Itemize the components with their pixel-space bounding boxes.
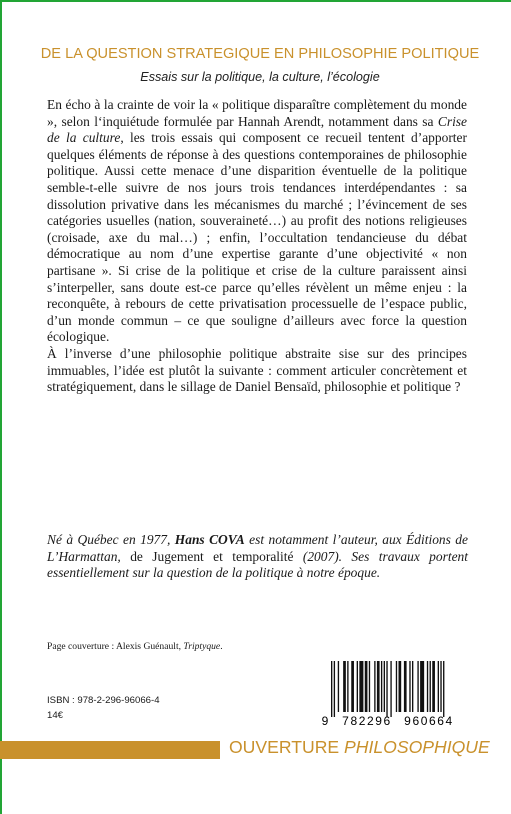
barcode-digit-first: 9 [321,714,329,728]
barcode-bar [440,661,441,712]
frame-top-border [0,0,511,2]
collection-word-2: PHILOSOPHIQUE [344,737,490,757]
cover-credit-label: Page couverture : Alexis Guénault, [47,641,184,652]
author-bio-text: (2007). Ses travaux portent essentiellement sur la question de la politique à notre époque. [47,548,468,581]
barcode-bar [430,661,431,712]
collection-word-1: OUVERTURE [229,737,345,757]
price: 14€ [47,710,64,721]
barcode-bar [409,661,410,712]
barcode-bar [417,661,418,712]
barcode-bar [377,661,380,712]
barcode-bar [359,661,363,712]
barcode-bar [338,661,339,712]
back-cover-summary [47,97,467,396]
summary-text: En écho à la crainte de voir la « politique disparaître complètement du monde », selon l‘inquiétude formulée par Hannah Arendt, notamment dans sa [47,97,467,129]
barcode-bar [404,661,407,712]
barcode-bar [432,661,435,712]
author-name: Hans COVA [174,532,245,547]
author-bio-text: de [130,548,153,564]
barcode-bar [384,661,385,712]
barcode-bar [343,661,346,712]
barcode-digits-right: 960664 [404,714,454,728]
barcode-bar [351,661,354,712]
author-bio-text: est notamment l’auteur, aux Éditions de L’Harmattan, [47,532,468,564]
barcode-digits-left: 782296 [342,714,392,728]
barcode-bar [357,661,358,712]
barcode-bar [365,661,368,712]
barcode-bar [386,661,387,717]
barcode-bar [347,661,348,712]
barcode-bar [438,661,439,712]
cover-artwork-title: Triptyque [183,641,221,652]
barcode-bar [331,661,332,717]
barcode-bar [412,661,413,712]
cited-work-title: Crise de la culture [47,113,467,146]
cover-credit-end: . [220,641,223,652]
collection-band [0,741,220,759]
summary-text: , les trois essais qui composent ce recueil tentent d’apporter quelques éléments de réponse à des questions contemporaines de philosophie politique. Aussi cette menace d’une disparition éventuelle de la politique semble-t-elle suivre de nos jours trois tendances interdépendantes : sa dissolution privative dans les mécanismes du marché ; l’évincement de ses catégories usuelles (nation, souveraineté…) au profit des notions religieuses (croisade, axe du mal…) ; enfin, l’occultation tendancieuse du débat démocratique au nom d’une expertise garante d’une objectivité « non partisane ». Si crise de la politique et crise de la culture paraissent ainsi s’interpeller, sans doute est-ce parce qu’elles révèlent un même enjeu : la reconquête, à rebours de cette privatisation processuelle de l’espace public, d’un monde commun – ce que souligne d’ailleurs avec force la question écologique. [47,130,467,345]
barcode-bar [381,661,382,712]
barcode-bar [374,661,375,712]
author-bio [47,532,468,582]
barcode-bar [390,661,391,717]
frame-left-border [0,0,2,814]
barcode-bar [399,661,402,712]
barcode-bar [427,661,428,712]
summary-paragraph-2: À l’inverse d’une philosophie politique abstraite sise sur des principes immuables, l’idée est plutôt la suivante : comment articuler concrètement et stratégiquement, dans le sillage de Daniel Bensaïd, philosophie et politique ? [47,345,467,395]
barcode-bar [369,661,370,712]
barcode-bar [420,661,424,712]
author-bio-text: Né à Québec en 1977, [47,532,175,547]
collection-name [229,737,490,758]
barcode-bars [331,661,444,717]
cover-credit [47,641,347,652]
previous-book-title: Jugement et temporalité [152,548,294,564]
isbn: ISBN : 978-2-296-96066-4 [47,695,160,706]
book-title: DE LA QUESTION STRATEGIQUE EN PHILOSOPHIE POLITIQUE [40,46,480,62]
summary-paragraph-1 [47,97,467,346]
book-subtitle: Essais sur la politique, la culture, l’écologie [140,70,380,84]
barcode-bar [443,661,444,717]
barcode-bar [396,661,397,712]
barcode-bar [334,661,335,717]
isbn-barcode [319,659,470,728]
barcode-graphic [319,659,470,728]
